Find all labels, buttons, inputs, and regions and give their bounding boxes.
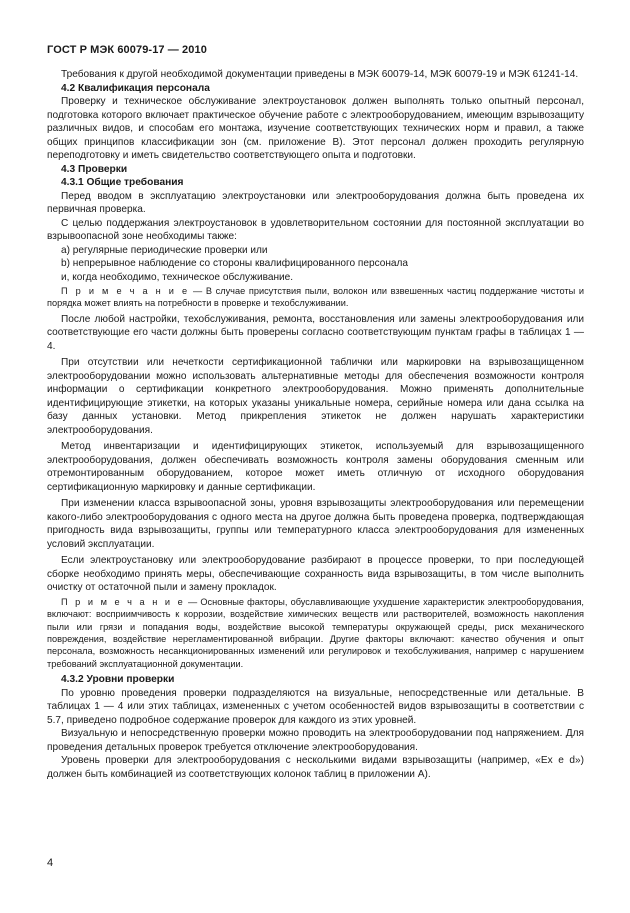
paragraph: Проверку и техническое обслуживание электроустановок должен выполнять только опытный персонал, подготовка которого включает практическое обучение работе с электрооборудованием, имеющим взрывозащиту различных видов, и способам его монтажа, изучение соответствующих технических норм и правил, а также общих принципов классификации зон (см. приложение В). Этот персонал должен проходить регулярную переподготовку и иметь свидетельство соответствующего опыта и подготовки.: [47, 96, 584, 161]
note: [47, 285, 584, 310]
note-label: П р и м е ч а н и е: [61, 596, 185, 607]
list-item: и, когда необходимо, техническое обслуживание.: [61, 271, 294, 283]
list-item: a) регулярные периодические проверки или: [61, 244, 268, 256]
section-heading: 4.3.1 Общие требования: [61, 177, 184, 188]
paragraph: При изменении класса взрывоопасной зоны, уровня взрывозащиты электрооборудования или перемещении какого-либо электрооборудования с одного места на другое должна быть проведена проверка, подтверждающая пригодность вида взрывозащиты, группы или температурного класса электрооборудования для измененных условий эксплуатации.: [47, 498, 584, 550]
note-text: — Основные факторы, обуславливающие ухудшение характеристик электрооборудования, включают: восприимчивость к коррозии, воздействие химических веществ или растворителей, возможность накопления пыли или грязи и попадания воды, воздействие высокой температуры окружающей среды, риск механического повреждения, воздействие нерегламентированной вибрации. Другие факторы включают: качество обучения и опыт персонала, возможность несанкционированных изменений или регулировок и техобслуживания, например с нарушением требований эксплуатационной документации.: [47, 596, 584, 669]
paragraph: При отсутствии или нечеткости сертификационной таблички или маркировки на взрывозащищенном электрооборудовании можно использовать альтернативные методы для обеспечения возможности контроля информации о сертификации конкретного электрооборудования. Можно применять дополнительные идентифицирующие этикетки, на которых указаны уникальные номера, серийные номера или дана ссылка на базу данных установки. Метод прикрепления этикеток не должен нарушать характеристики электрооборудования.: [47, 357, 584, 436]
paragraph: Метод инвентаризации и идентифицирующих этикеток, используемый для взрывозащищенного электрооборудования, должен обеспечивать возможность контроля замены оборудования сменным или отремонтированным оборудованием, которое может иметь отличную от исходного оборудования сертификационную маркировку и данные сертификации.: [47, 441, 584, 493]
paragraph: По уровню проведения проверки подразделяются на визуальные, непосредственные или детальные. В таблицах 1 — 4 или этих таблицах, измененных с учетом особенностей видов взрывозащиты в соответствии с 5.7, приведено подробное содержание проверок для каждого из этих уровней.: [47, 687, 584, 726]
paragraph: Визуальную и непосредственную проверки можно проводить на электрооборудовании под напряжением. Для проведения детальных проверок требуется отключение электрооборудования.: [47, 728, 584, 753]
document-body: [47, 68, 584, 781]
note-text: — В случае присутствия пыли, волокон или взвешенных частиц поддержание чистоты и порядка может влиять на потребности в проверке и техобслуживании.: [47, 286, 584, 309]
paragraph: Уровень проверки для электрооборудования с несколькими видами взрывозащиты (например, «Ex e d») должен быть комбинацией из соответствующих колонок таблиц в приложении А).: [47, 755, 584, 780]
paragraph: Перед вводом в эксплуатацию электроустановки или электрооборудования должна быть проведена их первичная проверка.: [47, 190, 584, 215]
section-heading: 4.3 Проверки: [61, 163, 128, 175]
paragraph: Требования к другой необходимой документации приведены в МЭК 60079-14, МЭК 60079-19 и МЭК 61241-14.: [61, 69, 579, 80]
paragraph: После любой настройки, техобслуживания, ремонта, восстановления или замены электрооборудования или соответствующие его части должны быть проверены согласно соответствующим пунктам графы в таблицах 1 — 4.: [47, 313, 584, 352]
document-header: ГОСТ Р МЭК 60079-17 — 2010: [47, 44, 207, 56]
note: [47, 596, 584, 670]
section-heading: 4.3.2 Уровни проверки: [61, 674, 175, 686]
section-heading: 4.2 Квалификация персонала: [61, 82, 210, 94]
paragraph: Если электроустановку или электрооборудование разбирают в процессе проверки, то при последующей сборке необходимо принять меры, обеспечивающие сохранность вида взрывозащиты, в том числе выполнить очистку от остаточной пыли и замену прокладок.: [47, 555, 584, 594]
paragraph: С целью поддержания электроустановок в удовлетворительном состоянии для постоянной эксплуатации во взрывоопасной зоне необходимы также:: [47, 217, 584, 242]
page-number: 4: [47, 857, 54, 869]
list-item: b) непрерывное наблюдение со стороны квалифицированного персонала: [61, 258, 409, 269]
note-label: П р и м е ч а н и е: [61, 286, 190, 296]
